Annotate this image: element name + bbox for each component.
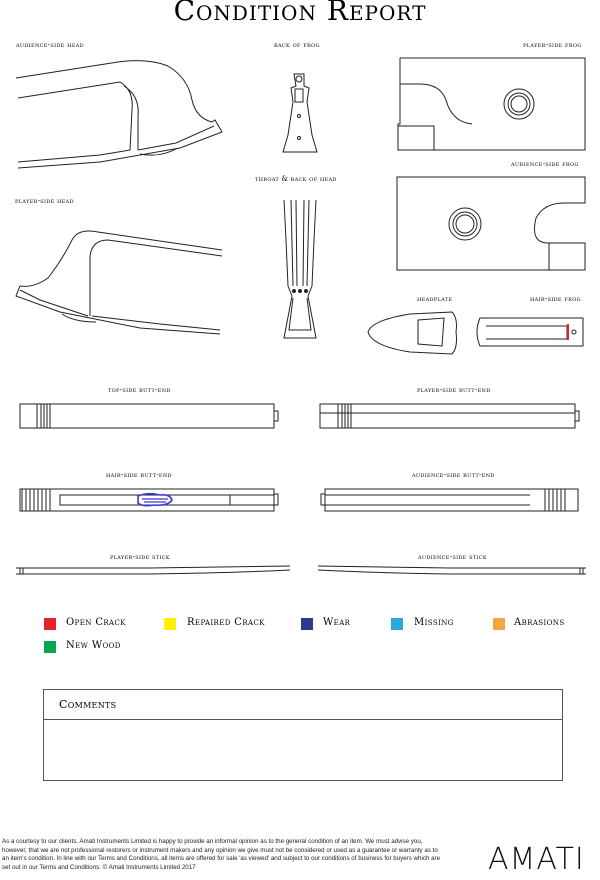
label-player-side-frog: player-side frog [523,41,582,49]
label-audience-side-head: audience-side head [16,41,84,49]
legend-abrasions: Abrasions [514,617,565,628]
legend-open-crack: Open Crack [66,617,126,628]
label-back-of-frog: back of frog [274,41,320,49]
legend-new-wood: New Wood [66,640,121,651]
label-headplate: headplate [417,295,453,303]
throat-back-of-head-drawing[interactable] [284,200,316,338]
audience-side-frog-drawing[interactable] [397,177,585,270]
swatch-missing[interactable] [391,618,403,630]
label-hair-side-butt-end: hair-side butt-end [106,471,172,479]
disclaimer-text: As a courtesy to our clients, Amati Instruments Limited is happy to provide an informal opinion as to the general condition of an item. We must advise you, however, that we are not professional restorers or instrument makers and any opinion we give must not be considered or used as a guarantee or warranty as to an item's condition. In line with our Terms and Conditions, all items are offered for sale 'as viewed' and subject to our conditions of business for buyers which are set out in our Terms and Conditions. © Amati Instruments Limited 2017 [2,838,441,871]
comments-field[interactable] [44,720,562,788]
amati-logo: AMATI [488,842,585,877]
swatch-open-crack[interactable] [44,618,56,630]
swatch-new-wood[interactable] [44,641,56,653]
top-side-butt-end-drawing[interactable] [20,404,278,428]
swatch-wear[interactable] [301,618,313,630]
label-audience-side-stick: audience-side stick [418,553,487,561]
label-top-side-butt-end: top-side butt-end [108,386,171,394]
audience-side-stick-drawing[interactable] [318,566,586,574]
label-player-side-head: player-side head [15,197,74,205]
swatch-abrasions[interactable] [493,618,505,630]
comments-box [43,689,563,781]
player-side-stick-drawing[interactable] [16,566,290,574]
swatch-repaired-crack[interactable] [164,618,176,630]
comments-heading: Comments [44,690,562,720]
hair-side-frog-drawing[interactable] [477,318,583,346]
legend-missing: Missing [414,617,454,628]
legend-wear: Wear [323,617,351,628]
player-side-butt-end-drawing[interactable] [320,404,579,428]
legend-repaired-crack: Repaired Crack [187,617,265,628]
audience-side-head-drawing[interactable] [16,61,222,168]
label-hair-side-frog: hair-side frog [530,295,581,303]
headplate-drawing[interactable] [368,312,457,354]
label-audience-side-frog: audience-side frog [511,160,579,168]
label-audience-side-butt-end: audience-side butt-end [412,471,495,479]
player-side-frog-drawing[interactable] [398,58,585,150]
label-player-side-stick: player-side stick [110,553,170,561]
back-of-frog-drawing[interactable] [283,74,317,152]
label-throat-back-of-head: throat & back of head [255,175,337,183]
wear-mark [138,494,172,506]
audience-side-butt-end-drawing[interactable] [321,489,578,511]
hair-side-butt-end-drawing[interactable] [20,489,278,511]
player-side-head-drawing[interactable] [16,231,222,334]
label-player-side-butt-end: player-side butt-end [417,386,491,394]
page-title: Condition Report [173,0,427,27]
